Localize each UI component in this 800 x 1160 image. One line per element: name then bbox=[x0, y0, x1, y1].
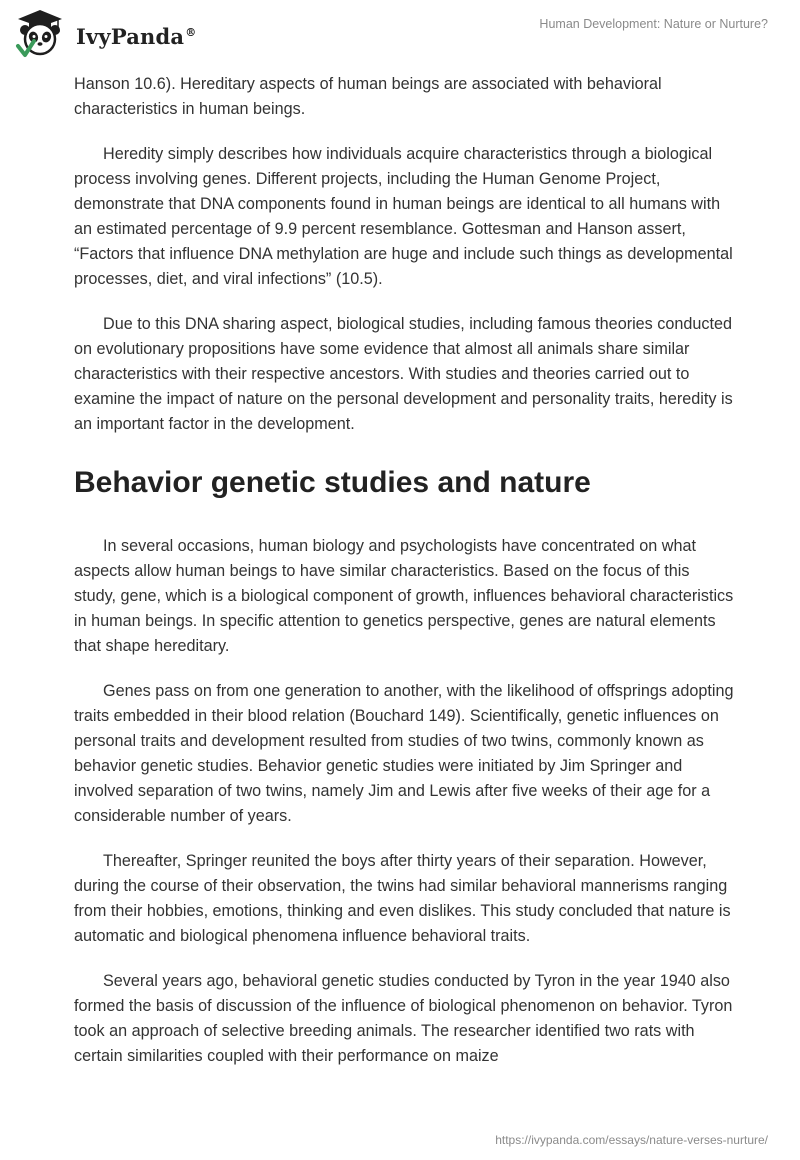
paragraph: Thereafter, Springer reunited the boys after thirty years of their separation. However, during the course of their observation, the twins had similar behavioral mannerisms ranging from their hobbies, emotions, thinking and even dislikes. This study concluded that nature is automatic and biological phenomena influence behavioral traits. bbox=[74, 852, 731, 945]
paragraph: Hanson 10.6). Hereditary aspects of human beings are associated with behavioral characteristics in human beings. bbox=[74, 75, 662, 118]
page-header bbox=[0, 0, 800, 70]
document-title: Human Development: Nature or Nurture? bbox=[539, 17, 768, 31]
source-url[interactable]: https://ivypanda.com/essays/nature-verses-nurture/ bbox=[495, 1133, 768, 1147]
paragraph: Genes pass on from one generation to another, with the likelihood of offsprings adopting traits embedded in their blood relation (Bouchard 149). Scientifically, genetic influences on personal traits and development resulted from studies of two twins, commonly known as behavior genetic studies. Behavior genetic studies were initiated by Jim Springer and involved separation of two twins, namely Jim and Lewis after five weeks of their age for a considerable number of years. bbox=[74, 682, 734, 825]
registered-mark: ® bbox=[185, 25, 197, 39]
paragraph: Heredity simply describes how individuals acquire characteristics through a biological process involving genes. Different projects, including the Human Genome Project, demonstrate that DNA components found in human beings are identical to all humans with an estimated percentage of 9.9 percent resemblance. Gottesman and Hanson assert, “Factors that influence DNA methylation are huge and include such things as developmental processes, diet, and viral infections” (10.5). bbox=[74, 145, 733, 288]
ivypanda-logo[interactable] bbox=[14, 8, 196, 60]
panda-graduate-icon bbox=[14, 8, 66, 60]
paragraph: Due to this DNA sharing aspect, biological studies, including famous theories conducted on evolutionary propositions have some evidence that almost all animals share similar characteristics with their respective ancestors. With studies and theories carried out to examine the impact of nature on the personal development and personality traits, heredity is an important factor in the development. bbox=[74, 315, 733, 433]
section-heading: Behavior genetic studies and nature bbox=[74, 466, 591, 499]
paragraph: Several years ago, behavioral genetic studies conducted by Tyron in the year 1940 also formed the basis of discussion of the influence of biological phenomenon on behavior. Tyron took an approach of selective breeding animals. The researcher identified two rats with certain similarities coupled with their performance on maize bbox=[74, 972, 733, 1065]
essay-body bbox=[74, 72, 734, 1089]
paragraph: In several occasions, human biology and psychologists have concentrated on what aspects allow human beings to have similar characteristics. Based on the focus of this study, gene, which is a biological component of growth, influences behavioral characteristics in human beings. In specific attention to genetics perspective, genes are natural elements that shape hereditary. bbox=[74, 537, 734, 655]
brand-name: IvyPanda® bbox=[76, 23, 197, 49]
